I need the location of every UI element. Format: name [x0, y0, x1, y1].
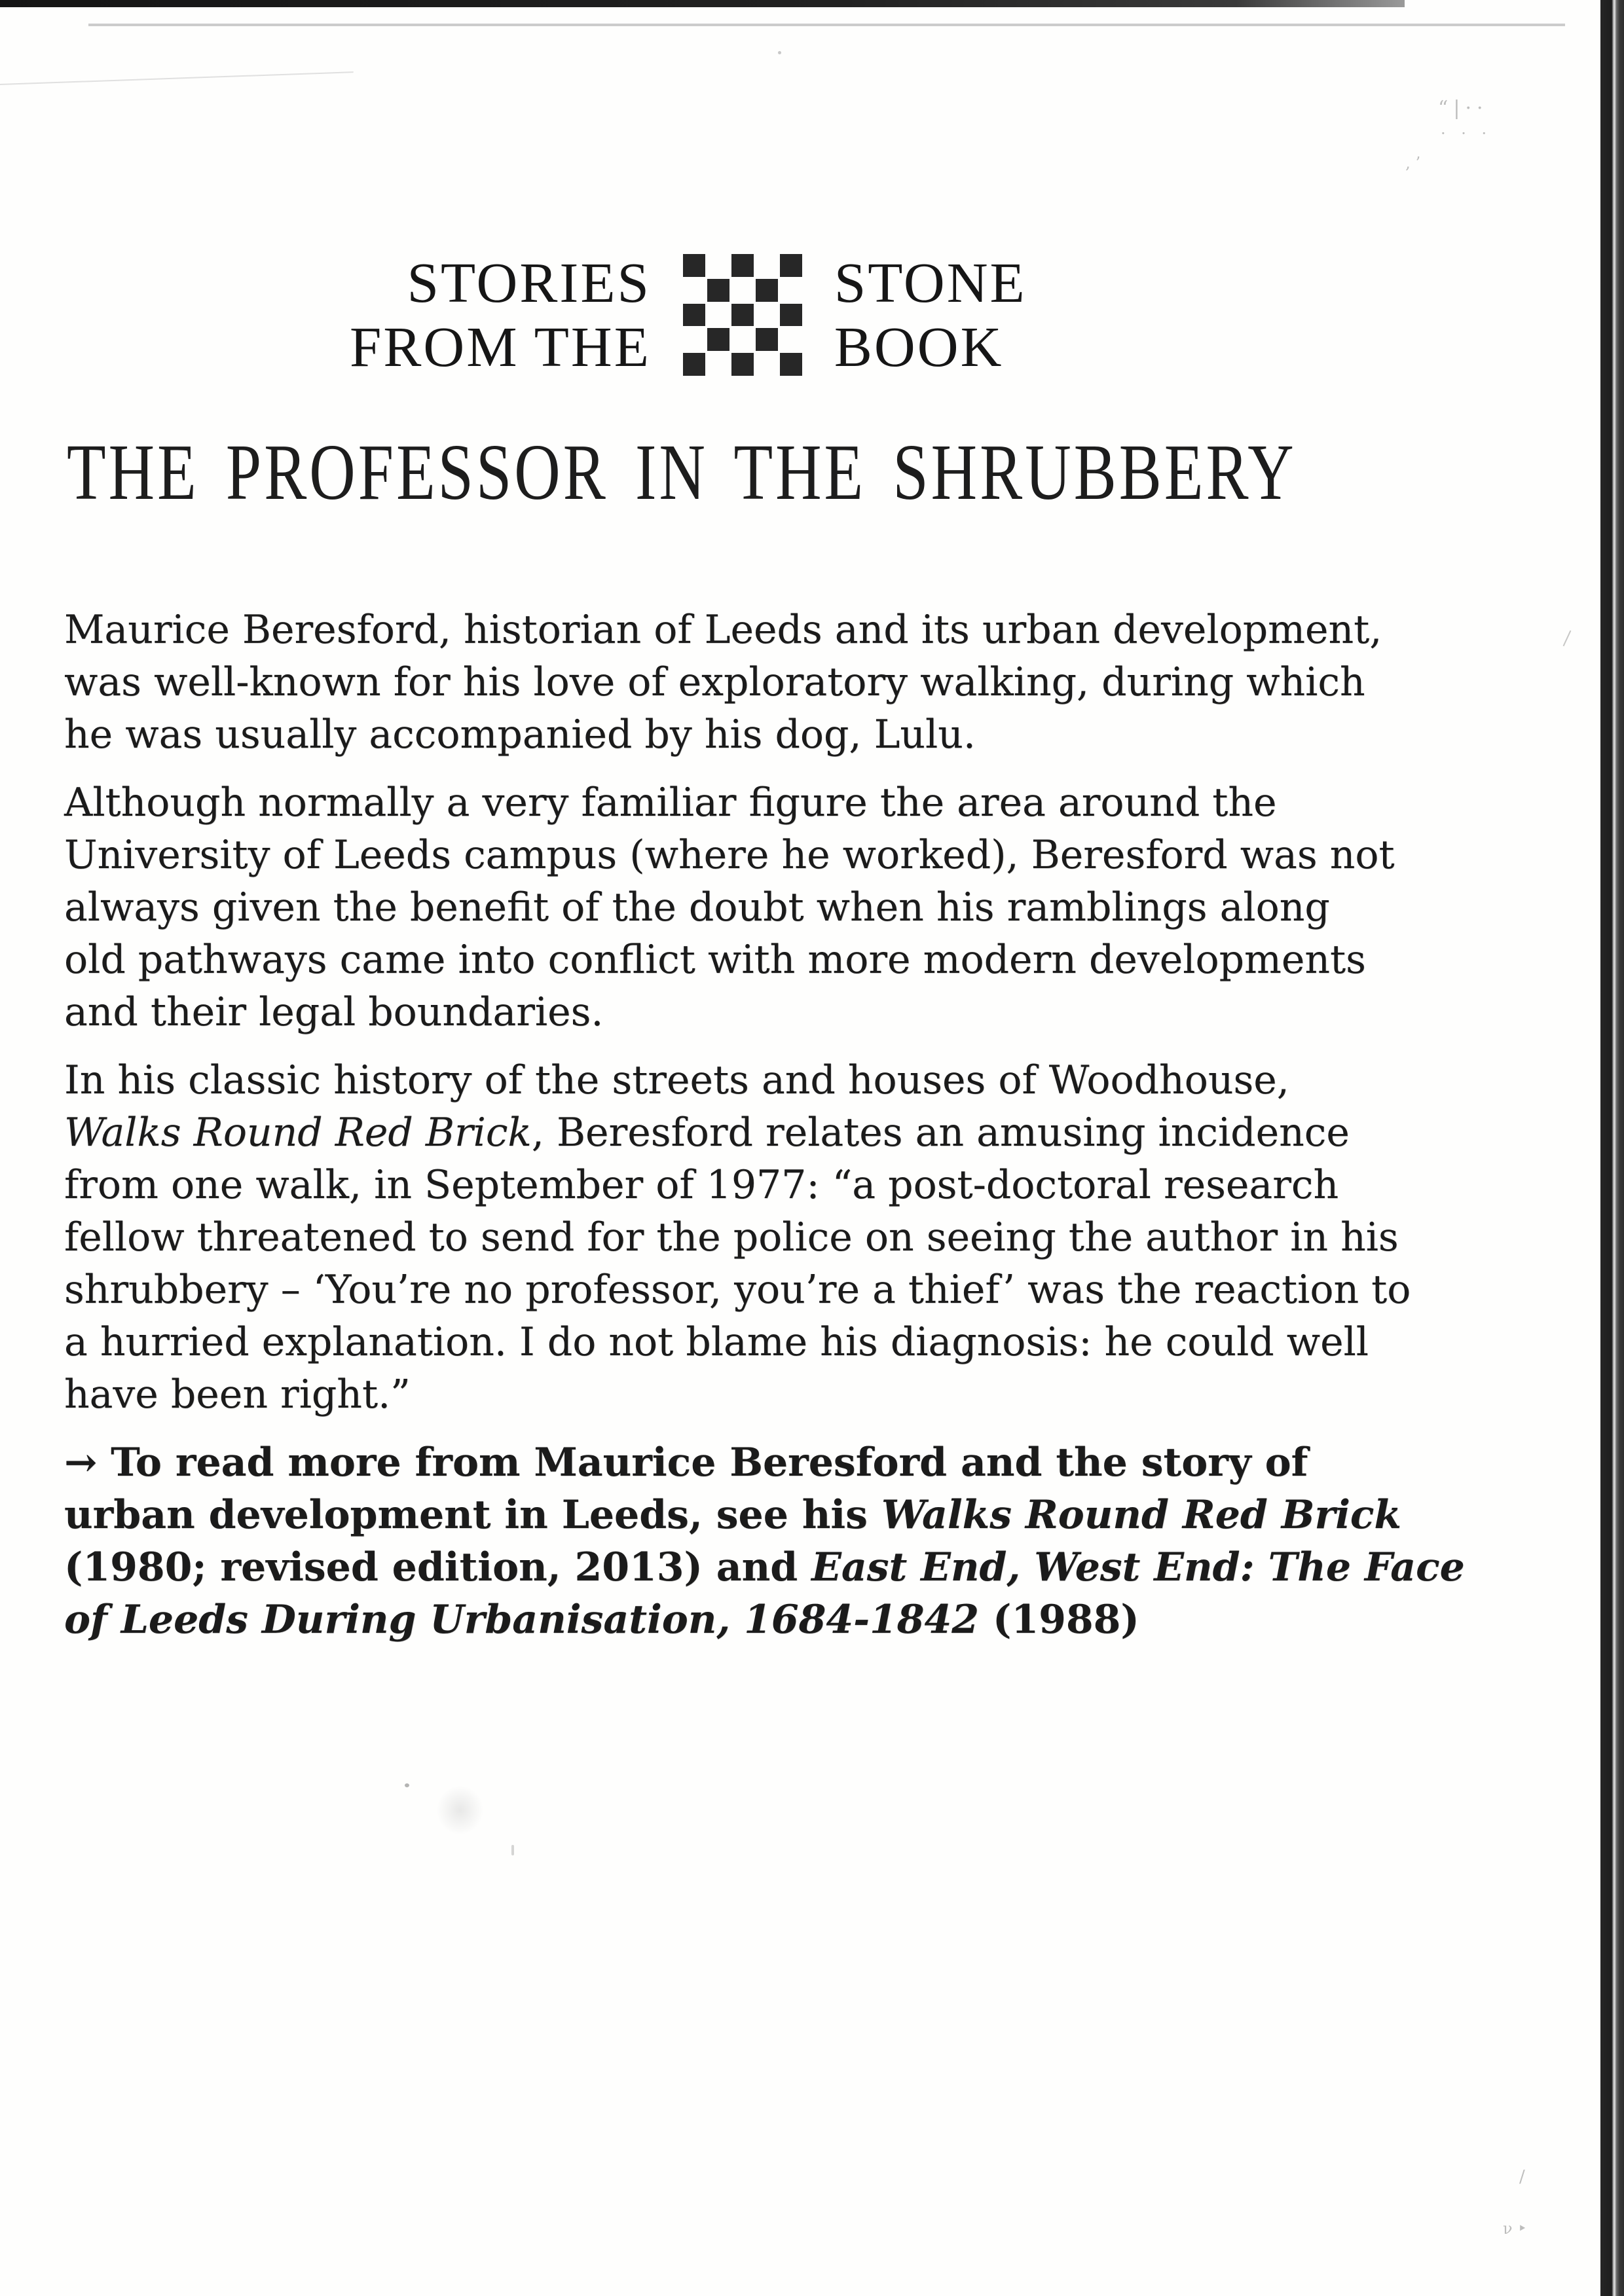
paragraph-text: have been right.”	[64, 1372, 411, 1417]
paragraph-text: and their legal boundaries.	[64, 989, 604, 1035]
checkerboard-cell	[707, 279, 729, 302]
book-title-text: Walks Round Red Brick	[64, 1110, 532, 1156]
book-title-text: Walks Round Red Brick	[881, 1492, 1401, 1538]
checkerboard-cell	[731, 353, 754, 376]
checkerboard-cell	[683, 254, 705, 277]
paragraph-text: In his classic history of the streets and houses of Woodhouse,	[64, 1057, 1289, 1103]
checkerboard-logo-icon	[683, 254, 802, 376]
pencil-mark: /	[1519, 2167, 1530, 2187]
masthead-series-right	[834, 251, 1027, 379]
checkerboard-cell	[756, 254, 778, 277]
checkerboard-cell	[707, 353, 729, 376]
checkerboard-cell	[683, 353, 705, 376]
checkerboard-cell	[756, 328, 778, 351]
checkerboard-cell	[731, 254, 754, 277]
book-title-text: of Leeds During Urbanisation, 1684-1842	[64, 1597, 980, 1643]
paragraph-text: University of Leeds campus (where he worked), Beresford was not	[64, 832, 1395, 878]
checkerboard-cell	[683, 304, 705, 327]
checkerboard-cell	[780, 279, 802, 302]
page-title: THE PROFESSOR IN THE SHRUBBERY	[67, 428, 1297, 517]
book-title-text: East End, West End: The Face	[811, 1544, 1465, 1590]
masthead	[350, 251, 1027, 379]
pencil-mark: ν‣	[1503, 2219, 1532, 2238]
checkerboard-cell	[756, 279, 778, 302]
masthead-text-from-the: FROM THE	[350, 315, 651, 378]
paragraph	[64, 604, 1604, 761]
paragraph-text: was well-known for his love of exploratory walking, during which	[64, 659, 1365, 705]
pencil-mark: “|··	[1438, 97, 1488, 120]
article-body	[64, 604, 1604, 1662]
paragraph-text: a hurried explanation. I do not blame his diagnosis: he could well	[64, 1319, 1369, 1365]
paragraph-text: (1988)	[979, 1597, 1139, 1643]
paragraph-text: shrubbery – ‘You’re no professor, you’re a thief’ was the reaction to	[64, 1267, 1411, 1313]
scan-speck	[511, 1845, 514, 1855]
paragraph-text: from one walk, in September of 1977: “a post-doctoral research	[64, 1162, 1339, 1208]
paragraph-text: urban development in Leeds, see his	[64, 1492, 881, 1538]
scan-edge-top	[0, 0, 1405, 7]
paragraph-text: he was usually accompanied by his dog, Lulu.	[64, 712, 976, 757]
checkerboard-cell	[756, 353, 778, 376]
paragraph-text: → To read more from Maurice Beresford and the story of	[64, 1440, 1308, 1485]
masthead-text-book: BOOK	[834, 315, 1004, 378]
paragraph-text: (1980; revised edition, 2013) and	[64, 1544, 812, 1590]
checkerboard-cell	[731, 328, 754, 351]
scan-smudge	[429, 1777, 491, 1843]
checkerboard-cell	[780, 353, 802, 376]
checkerboard-cell	[707, 328, 729, 351]
checkerboard-cell	[683, 328, 705, 351]
checkerboard-cell	[707, 304, 729, 327]
checkerboard-cell	[731, 279, 754, 302]
checkerboard-cell	[780, 304, 802, 327]
paragraph-text: , Beresford relates an amusing incidence	[531, 1110, 1350, 1156]
masthead-text-stone: STONE	[834, 251, 1027, 314]
paragraph-text: fellow threatened to send for the police on seeing the author in his	[64, 1214, 1399, 1260]
checkerboard-cell	[731, 304, 754, 327]
scan-speck	[778, 51, 781, 54]
paragraph	[64, 1436, 1604, 1646]
paragraph	[64, 1054, 1604, 1421]
masthead-text-stories: STORIES	[407, 251, 651, 314]
checkerboard-cell	[756, 304, 778, 327]
checkerboard-cell	[780, 254, 802, 277]
checkerboard-cell	[683, 279, 705, 302]
pencil-mark: ‚’	[1405, 154, 1426, 172]
paragraph-text: Although normally a very familiar figure the area around the	[64, 780, 1277, 826]
scan-line-top	[88, 24, 1565, 26]
checkerboard-cell	[707, 254, 729, 277]
paragraph	[64, 776, 1604, 1038]
paragraph-text: Maurice Beresford, historian of Leeds and its urban development,	[64, 607, 1382, 653]
paragraph-text: always given the benefit of the doubt when his ramblings along	[64, 884, 1330, 930]
scan-scratch	[0, 71, 354, 85]
masthead-series-left	[350, 251, 651, 379]
checkerboard-cell	[780, 328, 802, 351]
scan-speck	[405, 1783, 409, 1787]
pencil-mark: · · ·	[1441, 124, 1492, 143]
paragraph-text: old pathways came into conflict with more modern developments	[64, 937, 1366, 983]
